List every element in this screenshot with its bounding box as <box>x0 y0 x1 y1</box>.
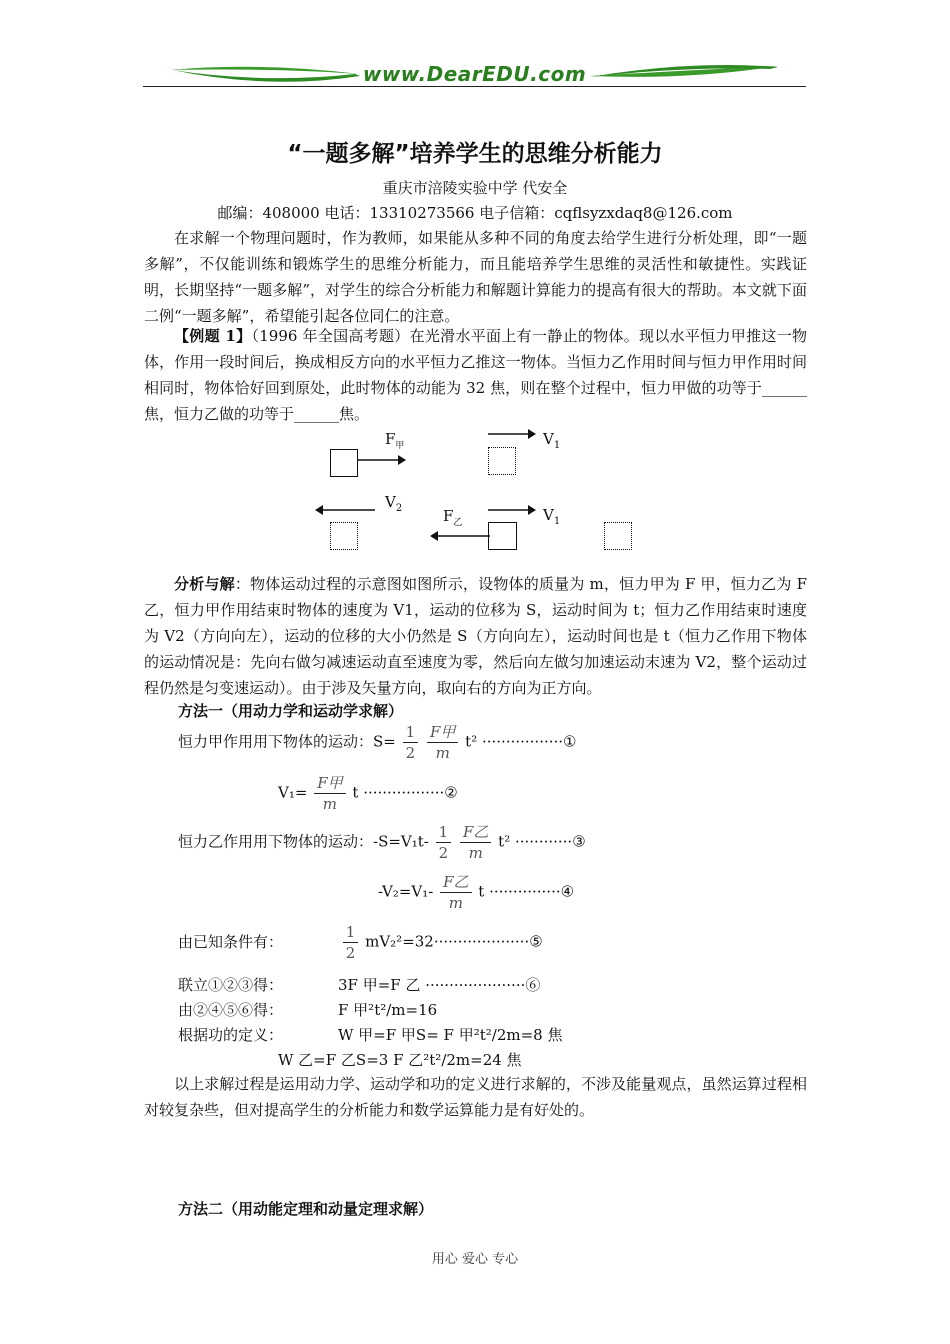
equation-6-label: 联立①②③得： <box>178 976 284 994</box>
label-f-jia: $F_甲$ <box>385 430 405 451</box>
method1-heading: 方法一（用动力学和运动学求解） <box>178 702 404 720</box>
label-v1-top: $V_1$ <box>543 430 561 451</box>
label-v1-bottom: $V_1$ <box>543 506 561 527</box>
equation-6: 3F 甲=F 乙 ·····················⑥ <box>338 976 541 994</box>
arrow-v2 <box>315 504 375 516</box>
intro-paragraph: 在求解一个物理问题时，作为教师，如果能从多种不同的角度去给学生进行分析处理，即“一题多解”，不仅能训练和锻炼学生的思维分析能力，而且能培养学生思维的灵活性和敏捷性。实践证明，长期坚持“一题多解”，对学生的综合分析能力和解题计算能力的提高有很大的帮助。本文就下面二例“一题多解”，希望能引起各位同仁的注意。 <box>144 229 807 325</box>
example1-text: （1996 年全国高考题）在光滑水平面上有一静止的物体。现以水平恒力甲推这一物体，作用一段时间后，换成相反方向的水平恒力乙推这一物体。当恒力乙作用时间与恒力甲作用时间相同时，物体恰好回到原处，此时物体的动能为 32 焦，则在整个过程中，恒力甲做的功等于______焦，恒力乙做的功等于______焦。 <box>144 327 807 423</box>
equation-7-label: 由②④⑤⑥得： <box>178 1001 284 1019</box>
equation-7: F 甲²t²/m=16 <box>338 1001 438 1019</box>
contact-line: 邮编：408000 电话：13310273566 电子信箱：cqflsyzxdaq8@126.com <box>217 204 733 222</box>
example1-label: 【例题 1】 <box>174 327 252 345</box>
method2-heading: 方法二（用动能定理和动量定理求解） <box>178 1200 434 1218</box>
block-start <box>330 449 358 477</box>
block-ghost-top <box>488 447 516 475</box>
example1-paragraph <box>144 323 807 427</box>
header-rule <box>143 86 806 87</box>
analysis-text: ：物体运动过程的示意图如图所示，设物体的质量为 m，恒力甲为 F 甲，恒力乙为 F 乙，恒力甲作用结束时物体的速度为 V1，运动的位移为 S，运动时间为 t；恒力乙作用结束时速度为 V2（方向向左），运动的位移的大小仍然是 S（方向向左），运动时间也是 t（恒力乙作用下物体的运动情况是：先向右做匀减速运动直至速度为零，然后向左做匀加速运动末速为 V2，整个运动过程仍然是匀变速运动）。由于涉及矢量方向，取向右的方向为正方向。 <box>144 575 807 697</box>
block-ghost-left <box>330 522 358 550</box>
equation-5: 由已知条件有： $\frac{1}{2}$ mV₂²=32····················⑤ <box>178 923 543 962</box>
equation-8: W 甲=F 甲S= F 甲²t²/2m=8 焦 <box>338 1026 563 1044</box>
arrow-f-yi <box>430 530 490 542</box>
equation-4: -V₂=V₁- $\frac{\text{F乙}}{m}$ t ···············④ <box>378 873 575 912</box>
label-f-yi: $F_乙$ <box>443 507 463 528</box>
arrow-v1-top <box>488 428 536 440</box>
analysis-paragraph <box>144 571 807 701</box>
equation-8-label: 根据功的定义： <box>178 1026 284 1044</box>
author-line: 重庆市涪陵实验中学 代安全 <box>382 179 568 197</box>
label-v2: $V_2$ <box>385 493 403 514</box>
header-logo-text: www.DearEDU.com <box>362 62 587 86</box>
block-middle <box>488 522 517 550</box>
page-footer: 用心 爱心 专心 <box>431 1252 519 1267</box>
equation-9: W 乙=F 乙S=3 F 乙²t²/2m=24 焦 <box>278 1051 522 1069</box>
analysis-label: 分析与解 <box>174 575 235 593</box>
equation-1: 恒力甲作用用下物体的运动：S= $\frac{1}{2}$ $\frac{\text{F甲}}{m}$ t² ·················① <box>178 723 577 762</box>
equation-3: 恒力乙作用用下物体的运动：-S=V₁t- $\frac{1}{2}$ $\frac{\text{F乙}}{m}$ t² ············③ <box>178 823 586 862</box>
page-title: “一题多解”培养学生的思维分析能力 <box>287 141 663 167</box>
method1-summary: 以上求解过程是运用动力学、运动学和功的定义进行求解的，不涉及能量观点，虽然运算过程相对较复杂些，但对提高学生的分析能力和数学运算能力是有好处的。 <box>144 1075 807 1119</box>
arrow-f-jia <box>358 454 406 466</box>
arrow-v1-bottom <box>488 504 536 516</box>
block-ghost-right <box>604 522 632 550</box>
equation-2: V₁= $\frac{\text{F甲}}{m}$ t ·················② <box>278 774 458 813</box>
